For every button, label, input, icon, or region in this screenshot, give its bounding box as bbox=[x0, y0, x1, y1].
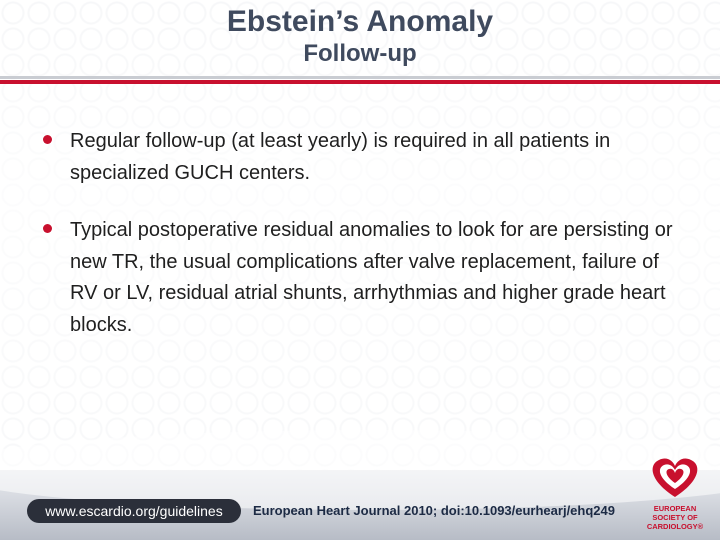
bullet-icon bbox=[43, 224, 52, 233]
slide-subtitle: Follow-up bbox=[303, 40, 417, 67]
header-divider-gray bbox=[0, 76, 720, 79]
bullet-text: Typical postoperative residual anomalies to look for are persisting or new TR, the usual complications after valve replacement, failure of RV or LV, residual atrial shunts, arrhythmias and higher grade heart blocks. bbox=[70, 219, 673, 336]
bullet-item bbox=[40, 215, 680, 341]
bullet-list bbox=[40, 126, 680, 367]
heart-logo-icon bbox=[644, 453, 706, 535]
bullet-icon bbox=[43, 135, 52, 144]
logo-text: SOCIETY OF bbox=[652, 513, 698, 522]
logo-text: EUROPEAN bbox=[653, 504, 697, 513]
slide-title: Ebstein’s Anomaly bbox=[226, 5, 494, 38]
journal-citation: European Heart Journal 2010; doi:10.1093/eurhearj/ehq249 bbox=[253, 503, 615, 518]
bullet-item bbox=[40, 126, 680, 189]
header-divider-red bbox=[0, 80, 720, 84]
logo-text: CARDIOLOGY® bbox=[646, 522, 704, 531]
footer-curve bbox=[0, 430, 720, 510]
guidelines-link[interactable]: www.escardio.org/guidelines bbox=[27, 499, 241, 523]
bullet-text: Regular follow-up (at least yearly) is required in all patients in specialized GUCH centers. bbox=[70, 130, 611, 184]
